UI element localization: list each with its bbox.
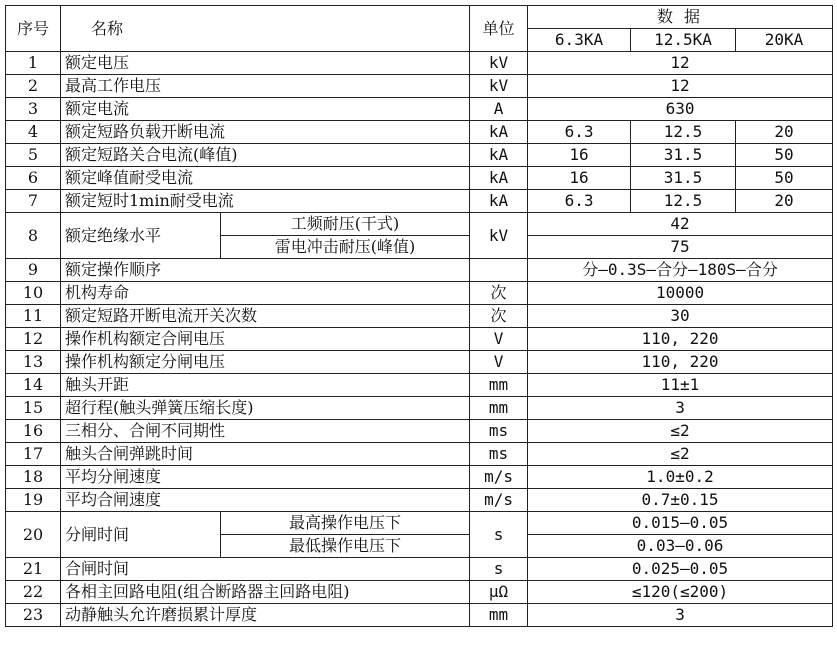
row-value: 75 [528, 236, 833, 259]
row-name: 额定短路负载开断电流 [61, 121, 470, 144]
table-row [6, 604, 833, 627]
row-value: 50 [736, 144, 833, 167]
table-row [6, 75, 833, 98]
row-value: 10000 [528, 282, 833, 305]
row-value: 16 [528, 144, 631, 167]
table-row [6, 374, 833, 397]
header-current-6-3ka: 6.3KA [528, 29, 631, 52]
row-name: 三相分、合闸不同期性 [61, 420, 470, 443]
row-name: 额定绝缘水平 [61, 213, 221, 259]
row-number: 8 [6, 213, 61, 259]
table-row [6, 144, 833, 167]
row-name: 触头合闸弹跳时间 [61, 443, 470, 466]
row-value: 12.5 [631, 121, 736, 144]
row-name: 机构寿命 [61, 282, 470, 305]
row-number: 12 [6, 328, 61, 351]
row-number: 17 [6, 443, 61, 466]
row-value: 31.5 [631, 144, 736, 167]
row-value: 630 [528, 98, 833, 121]
row-number: 21 [6, 558, 61, 581]
row-unit: mm [470, 374, 528, 397]
row-name: 额定峰值耐受电流 [61, 167, 470, 190]
header-current-20ka: 20KA [736, 29, 833, 52]
row-number: 13 [6, 351, 61, 374]
row-number: 9 [6, 259, 61, 282]
row-number: 7 [6, 190, 61, 213]
row-value: 0.03—0.06 [528, 535, 833, 558]
row-value: 12 [528, 52, 833, 75]
row-name: 操作机构额定分闸电压 [61, 351, 470, 374]
row-unit: ms [470, 443, 528, 466]
row-name: 超行程(触头弹簧压缩长度) [61, 397, 470, 420]
row-unit: kV [470, 213, 528, 259]
header-row [6, 6, 833, 29]
row-name: 额定短路关合电流(峰值) [61, 144, 470, 167]
row-number: 1 [6, 52, 61, 75]
table-row [6, 190, 833, 213]
row-value: 1.0±0.2 [528, 466, 833, 489]
row-name: 额定短路开断电流开关次数 [61, 305, 470, 328]
row-name: 额定操作顺序 [61, 259, 470, 282]
row-unit: 次 [470, 282, 528, 305]
table-row [6, 167, 833, 190]
table-row [6, 443, 833, 466]
row-name: 额定电压 [61, 52, 470, 75]
table-row [6, 397, 833, 420]
table-row [6, 512, 833, 535]
header-data: 数 据 [528, 6, 833, 29]
row-number: 4 [6, 121, 61, 144]
table-row [6, 121, 833, 144]
row-name: 平均分闸速度 [61, 466, 470, 489]
row-number: 6 [6, 167, 61, 190]
row-name: 合闸时间 [61, 558, 470, 581]
table-row [6, 489, 833, 512]
row-value: 11±1 [528, 374, 833, 397]
row-unit: kA [470, 190, 528, 213]
row-number: 15 [6, 397, 61, 420]
table-row [6, 581, 833, 604]
table-row [6, 259, 833, 282]
spec-table [5, 5, 833, 627]
row-value: 110, 220 [528, 351, 833, 374]
row-number: 18 [6, 466, 61, 489]
row-number: 14 [6, 374, 61, 397]
row-unit: A [470, 98, 528, 121]
row-unit: s [470, 512, 528, 558]
row-number: 19 [6, 489, 61, 512]
row-value: 16 [528, 167, 631, 190]
row-unit: kA [470, 121, 528, 144]
row-unit [470, 259, 528, 282]
sub-label: 工频耐压(干式) [221, 213, 470, 236]
table-row [6, 420, 833, 443]
row-name: 触头开距 [61, 374, 470, 397]
row-value: 3 [528, 397, 833, 420]
table-row [6, 213, 833, 236]
row-unit: V [470, 351, 528, 374]
row-name: 额定电流 [61, 98, 470, 121]
row-value: 6.3 [528, 121, 631, 144]
header-current-12-5ka: 12.5KA [631, 29, 736, 52]
row-name: 额定短时1min耐受电流 [61, 190, 470, 213]
row-value: 0.025—0.05 [528, 558, 833, 581]
row-number: 3 [6, 98, 61, 121]
header-unit: 单位 [470, 6, 528, 52]
row-name: 操作机构额定合闸电压 [61, 328, 470, 351]
row-name: 各相主回路电阻(组合断路器主回路电阻) [61, 581, 470, 604]
row-unit: m/s [470, 489, 528, 512]
table-row [6, 351, 833, 374]
row-unit: kV [470, 75, 528, 98]
table-row [6, 558, 833, 581]
row-value: 3 [528, 604, 833, 627]
row-value: 12 [528, 75, 833, 98]
row-value: 20 [736, 190, 833, 213]
row-value: ≤120(≤200) [528, 581, 833, 604]
row-value: 50 [736, 167, 833, 190]
row-number: 10 [6, 282, 61, 305]
row-unit: ms [470, 420, 528, 443]
row-value: 110, 220 [528, 328, 833, 351]
row-name: 分闸时间 [61, 512, 221, 558]
row-name: 最高工作电压 [61, 75, 470, 98]
row-number: 23 [6, 604, 61, 627]
table-row [6, 52, 833, 75]
table-row [6, 305, 833, 328]
table-row [6, 466, 833, 489]
row-number: 22 [6, 581, 61, 604]
row-value: 分—0.3S—合分—180S—合分 [528, 259, 833, 282]
row-value: 20 [736, 121, 833, 144]
row-value: 31.5 [631, 167, 736, 190]
row-unit: mm [470, 397, 528, 420]
table-row [6, 328, 833, 351]
row-number: 11 [6, 305, 61, 328]
row-unit: kA [470, 167, 528, 190]
row-number: 5 [6, 144, 61, 167]
row-number: 20 [6, 512, 61, 558]
row-unit: m/s [470, 466, 528, 489]
row-number: 2 [6, 75, 61, 98]
row-value: 42 [528, 213, 833, 236]
row-value: ≤2 [528, 443, 833, 466]
spec-rows [6, 52, 833, 627]
row-name: 平均合闸速度 [61, 489, 470, 512]
row-value: 6.3 [528, 190, 631, 213]
table-row [6, 98, 833, 121]
row-unit: μΩ [470, 581, 528, 604]
row-unit: mm [470, 604, 528, 627]
row-value: 12.5 [631, 190, 736, 213]
row-value: ≤2 [528, 420, 833, 443]
header-name: 名称 [61, 6, 470, 52]
row-unit: s [470, 558, 528, 581]
header-no: 序号 [6, 6, 61, 52]
row-value: 0.015—0.05 [528, 512, 833, 535]
sub-label: 雷电冲击耐压(峰值) [221, 236, 470, 259]
sub-label: 最高操作电压下 [221, 512, 470, 535]
row-unit: V [470, 328, 528, 351]
sub-label: 最低操作电压下 [221, 535, 470, 558]
row-unit: 次 [470, 305, 528, 328]
row-value: 30 [528, 305, 833, 328]
row-unit: kV [470, 52, 528, 75]
row-name: 动静触头允许磨损累计厚度 [61, 604, 470, 627]
row-value: 0.7±0.15 [528, 489, 833, 512]
row-unit: kA [470, 144, 528, 167]
table-row [6, 282, 833, 305]
row-number: 16 [6, 420, 61, 443]
